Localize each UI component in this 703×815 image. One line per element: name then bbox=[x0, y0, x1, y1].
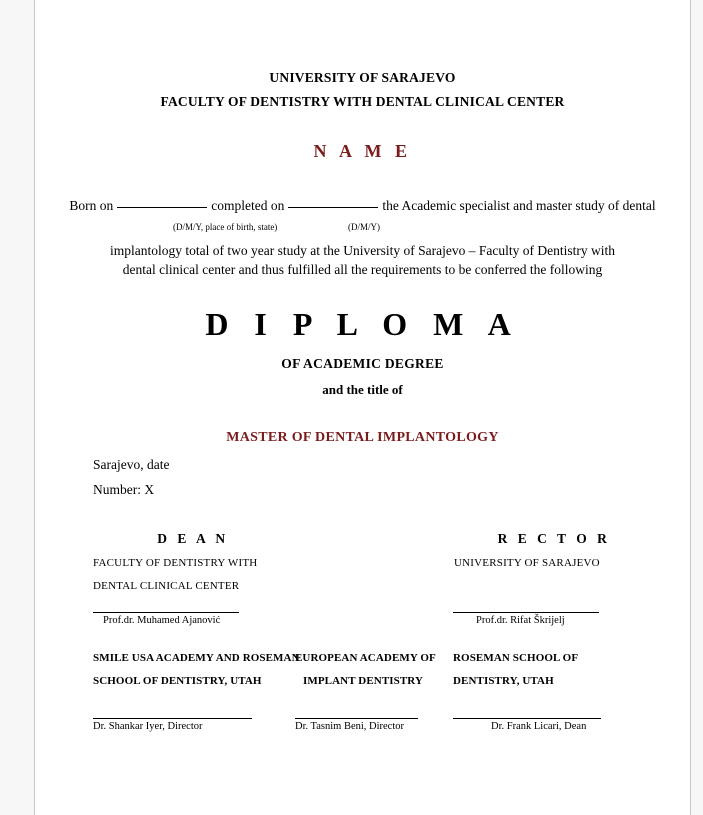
dean-org-line-1: FACULTY OF DENTISTRY WITH bbox=[93, 557, 258, 569]
recipient-name-placeholder: N A M E bbox=[313, 141, 412, 161]
place-and-date: Sarajevo, date bbox=[93, 457, 170, 472]
award-title: MASTER OF DENTAL IMPLANTOLOGY bbox=[226, 430, 499, 445]
partner-2-org-line-2: IMPLANT DENTISTRY bbox=[303, 675, 423, 687]
diploma-number: Number: X bbox=[93, 482, 155, 497]
institution-name: UNIVERSITY OF SARAJEVO bbox=[269, 70, 456, 85]
partner-1-org-line-1: SMILE USA ACADEMY AND ROSEMAN bbox=[93, 652, 300, 664]
body-paragraph-2 bbox=[95, 241, 630, 279]
body-line-with-blanks bbox=[35, 198, 690, 214]
partner-1-org-line-2: SCHOOL OF DENTISTRY, UTAH bbox=[93, 675, 262, 687]
faculty-name: FACULTY OF DENTISTRY WITH DENTAL CLINICAL CENTER bbox=[160, 94, 565, 109]
rector-signature-line bbox=[453, 612, 599, 613]
diploma-heading: D I P L O M A bbox=[205, 306, 520, 342]
body-paragraph-2-line-1: implantology total of two year study at the University of Sarajevo – Faculty of Dentistry with dental bbox=[109, 243, 616, 277]
partner-3-signature-line bbox=[453, 718, 601, 719]
rector-name: Prof.dr. Rifat Škrijelj bbox=[476, 615, 565, 626]
partner-3-org-line-2: DENTISTRY, UTAH bbox=[453, 675, 554, 687]
dean-role-title: D E A N bbox=[157, 531, 229, 546]
dean-org-line-2: DENTAL CLINICAL CENTER bbox=[93, 580, 240, 592]
diploma-content bbox=[35, 0, 690, 815]
title-of-label: and the title of bbox=[322, 382, 403, 397]
partner-1-signature-line bbox=[93, 718, 252, 719]
document-page bbox=[34, 0, 691, 815]
partner-3-org-line-1: ROSEMAN SCHOOL OF bbox=[453, 652, 579, 664]
birth-date-blank[interactable] bbox=[117, 207, 207, 208]
born-on-label: Born on bbox=[69, 198, 114, 213]
partner-2-name: Dr. Tasnim Beni, Director bbox=[295, 721, 405, 732]
partner-2-signature-line bbox=[295, 718, 418, 719]
partner-1-name: Dr. Shankar Iyer, Director bbox=[93, 721, 203, 732]
dean-signature-line bbox=[93, 612, 239, 613]
body-paragraph-2-line-2: clinical center and thus fulfilled all the requirements to be conferred the following bbox=[159, 262, 603, 277]
study-description-text: the Academic specialist and master study of dental bbox=[382, 198, 656, 213]
completed-on-label: completed on bbox=[211, 198, 285, 213]
rector-org-line-1: UNIVERSITY OF SARAJEVO bbox=[454, 557, 600, 569]
birth-blank-hint: (D/M/Y, place of birth, state) bbox=[173, 222, 278, 232]
degree-subtitle: OF ACADEMIC DEGREE bbox=[281, 356, 444, 371]
completion-blank-hint: (D/M/Y) bbox=[348, 222, 380, 232]
partner-3-name: Dr. Frank Licari, Dean bbox=[491, 721, 587, 732]
rector-role-title: R E C T O R bbox=[497, 531, 611, 546]
completion-date-blank[interactable] bbox=[288, 207, 378, 208]
dean-name: Prof.dr. Muhamed Ajanović bbox=[103, 615, 221, 626]
partner-2-org-line-1: EUROPEAN ACADEMY OF bbox=[295, 652, 436, 664]
